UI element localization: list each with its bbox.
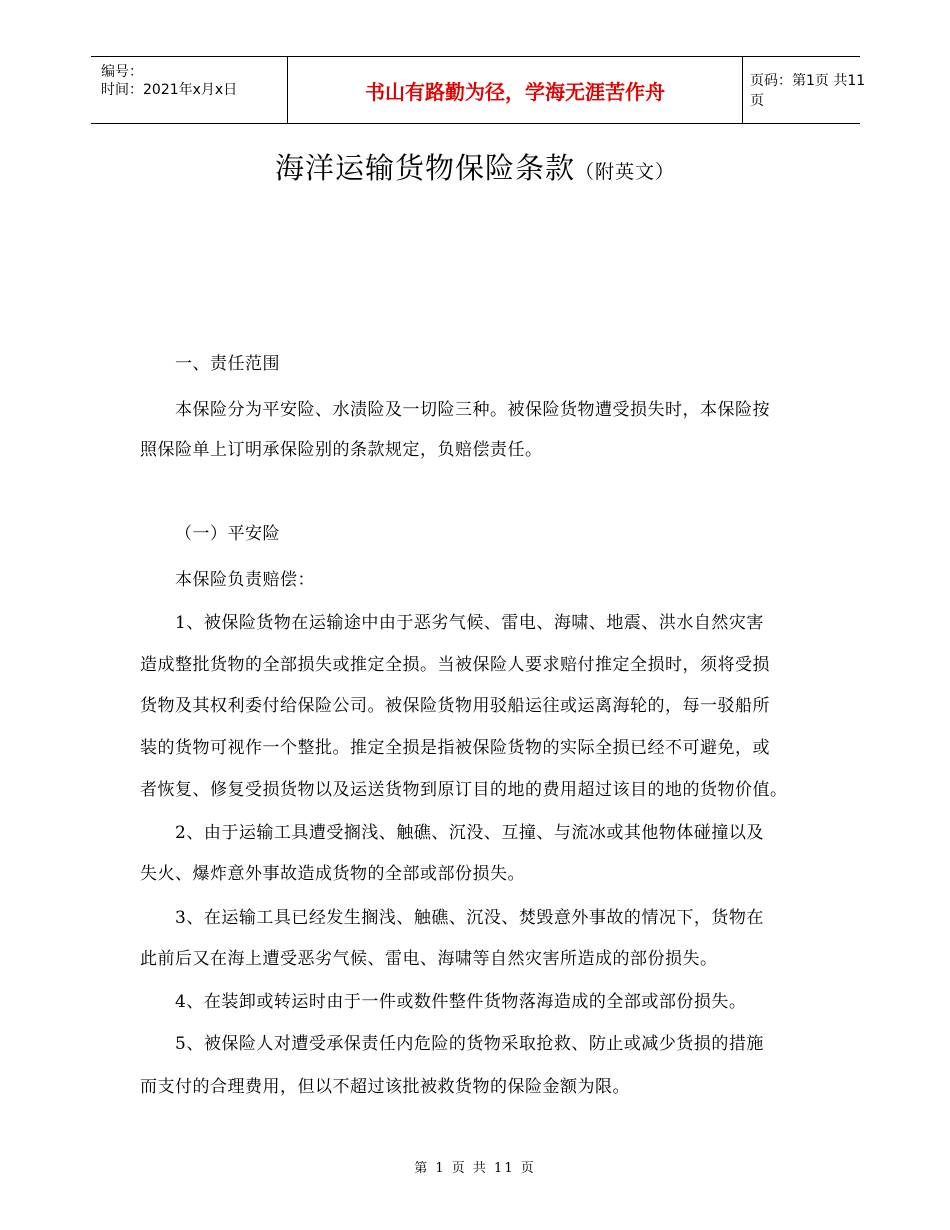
paragraph-line: 本保险负责赔偿： [175,570,315,590]
paragraph-line: 失火、爆炸意外事故造成货物的全部或部份损失。 [140,864,525,884]
paragraph-line: 造成整批货物的全部损失或推定全损。当被保险人要求赔付推定全损时，须将受损 [140,655,770,675]
header-meta [91,57,287,123]
section-heading: 一、责任范围 [175,354,280,374]
paragraph-line: 2、由于运输工具遭受搁浅、触礁、沉没、互撞、与流冰或其他物体碰撞以及 [175,823,764,843]
title-sub: （附英文） [575,161,676,183]
paragraph-line: 装的货物可视作一个整批。推定全损是指被保险货物的实际全损已经不可避免，或 [140,738,770,758]
paragraph-line: 而支付的合理费用，但以不超过该批被救货物的保险金额为限。 [140,1077,630,1097]
paragraph-line: 4、在装卸或转运时由于一件或数件整件货物落海造成的全部或部份损失。 [175,992,747,1012]
title-main: 海洋运输货物保险条款 [274,151,575,185]
header-motto: 书山有路勤为径，学海无涯苦作舟 [287,57,743,123]
paragraph-line: 1、被保险货物在运输途中由于恶劣气候、雷电、海啸、地震、洪水自然灾害 [175,613,764,633]
header-page-info: 页码：第1页 共11页 [750,73,866,109]
paragraph-line: 照保险单上订明承保险别的条款规定，负赔偿责任。 [140,440,543,460]
paragraph-line: 者恢复、修复受损货物以及运送货物到原订目的地的费用超过该目的地的货物价值。 [140,780,788,800]
paragraph-line: 5、被保险人对遭受承保责任内危险的货物采取抢救、防止或减少货损的措施 [175,1034,764,1054]
paragraph-line: 此前后又在海上遭受恶劣气候、雷电、海啸等自然灾害所造成的部份损失。 [140,949,718,969]
document-title [0,146,950,187]
paragraph-line: 3、在运输工具已经发生搁浅、触礁、沉没、焚毁意外事故的情况下，货物在 [175,908,764,928]
page-footer: 第 1 页 共 11 页 [414,1161,536,1176]
page-header [91,56,866,124]
paragraph-line: 本保险分为平安险、水渍险及一切险三种。被保险货物遭受损失时，本保险按 [175,400,770,420]
paragraph-line: 货物及其权利委付给保险公司。被保险货物用驳船运往或运离海轮的，每一驳船所 [140,696,770,716]
number-label: 编号： [101,64,143,80]
date-label: 时间：2021年x月x日 [101,82,238,98]
subsection-heading: （一）平安险 [175,524,280,544]
